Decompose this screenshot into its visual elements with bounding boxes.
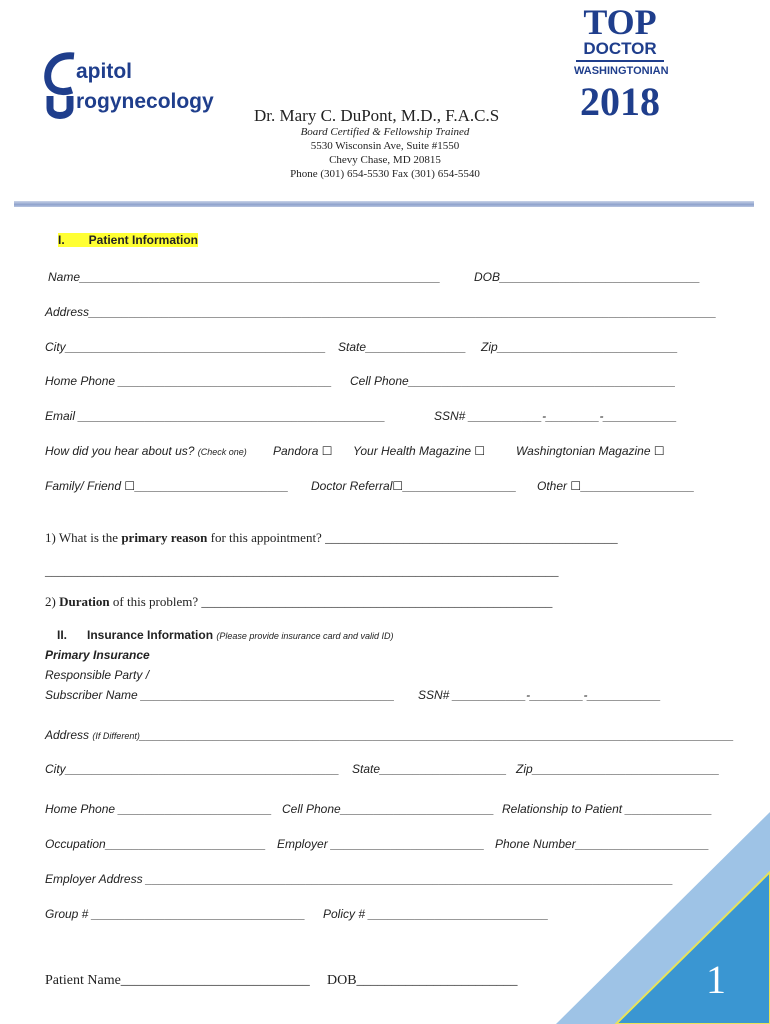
insured-address-hint: (If Different) [92,731,140,741]
logo-line2: rogynecology [76,90,214,113]
badge-washingtonian: WASHINGTONIAN [574,65,669,77]
q1-bold: primary reason [121,530,208,545]
question-primary-reason[interactable] [45,530,618,546]
email-field[interactable]: Email ______________________________________________ [45,409,386,423]
insured-address-line: _________________________________________________________________________________________ [139,728,734,742]
section-2-hint: (Please provide insurance card and valid ID) [216,631,394,641]
page-corner-decoration [556,812,770,1024]
badge-top: TOP [583,2,657,42]
section-2-numeral: II. [57,628,68,642]
insured-zip-field[interactable]: Zip____________________________ [516,762,720,776]
section-2-heading [57,628,393,642]
question-duration[interactable] [45,594,552,610]
referral-label: How did you hear about us? [45,444,195,458]
phone-fax: Phone (301) 654-5530 Fax (301) 654-5540 [290,168,480,180]
employer-address-field[interactable]: Employer Address _______________________________________________________________________________ [45,872,674,886]
ssn-field[interactable]: SSN# ___________-________-___________ [434,409,677,423]
name-field[interactable]: Name______________________________________________________ [48,270,441,284]
address-field[interactable]: Address______________________________________________________________________________________________ [45,305,717,319]
responsible-party-label: Responsible Party / [45,668,150,682]
option-family-friend[interactable]: Family/ Friend ☐_______________________ [45,479,289,493]
q1-suffix: for this appointment? _____________________________________________ [207,530,618,545]
question-primary-reason-line2[interactable]: _______________________________________________________________________________ [45,563,559,578]
option-washingtonian-magazine[interactable]: Washingtonian Magazine ☐ [516,444,665,458]
section-1-numeral: I. [58,233,65,247]
badge-doctor: DOCTOR [583,39,657,58]
group-number-field[interactable]: Group # ________________________________ [45,907,306,921]
dob-field[interactable]: DOB______________________________ [474,270,701,284]
insured-address-field[interactable] [45,728,734,742]
q1-prefix: 1) What is the [45,530,122,545]
section-1-title: Patient Information [88,233,199,247]
q2-prefix: 2) [45,594,60,609]
primary-insurance-label: Primary Insurance [45,648,150,662]
address-line-1: 5530 Wisconsin Ave, Suite #1550 [310,140,460,152]
insured-address-label: Address [45,728,90,742]
option-pandora[interactable]: Pandora ☐ [273,444,333,458]
subscriber-ssn-field[interactable]: SSN# ___________-________-___________ [418,688,661,702]
footer-dob[interactable]: DOB_______________________ [327,973,518,988]
zip-field[interactable]: Zip___________________________ [481,340,678,354]
insured-city-field[interactable]: City_________________________________________ [45,762,340,776]
referral-hint: (Check one) [197,447,247,457]
q2-suffix: of this problem? ______________________________________________________ [109,594,553,609]
option-other[interactable]: Other ☐_________________ [537,479,695,493]
header-separator [14,201,754,207]
option-your-health-magazine[interactable]: Your Health Magazine ☐ [353,444,486,458]
doctor-name: Dr. Mary C. DuPont, M.D., F.A.C.S [254,106,500,125]
cell-phone-field[interactable]: Cell Phone________________________________________ [350,374,676,388]
subscriber-name-field[interactable]: Subscriber Name ______________________________________ [45,688,395,702]
section-2-title: Insurance Information [87,628,214,642]
footer-patient-name[interactable]: Patient Name___________________________ [45,973,310,988]
policy-number-field[interactable]: Policy # ___________________________ [323,907,549,921]
section-1-heading [58,233,198,247]
insured-cell-phone-field[interactable]: Cell Phone_______________________ [282,802,495,816]
occupation-field[interactable]: Occupation________________________ [45,837,266,851]
city-field[interactable]: City_______________________________________ [45,340,326,354]
credentials: Board Certified & Fellowship Trained [300,126,470,138]
logo-line1: apitol [76,60,132,83]
employer-phone-field[interactable]: Phone Number____________________ [495,837,710,851]
insured-state-field[interactable]: State___________________ [352,762,507,776]
badge-year: 2018 [580,79,660,124]
relationship-field[interactable]: Relationship to Patient _____________ [502,802,713,816]
insured-home-phone-field[interactable]: Home Phone _______________________ [45,802,272,816]
referral-question [45,444,247,458]
employer-field[interactable]: Employer _______________________ [277,837,485,851]
logo-mark-icon [44,50,80,120]
home-phone-field[interactable]: Home Phone ________________________________ [45,374,332,388]
address-line-2: Chevy Chase, MD 20815 [329,154,441,166]
option-doctor-referral[interactable]: Doctor Referral☐_________________ [311,479,517,493]
state-field[interactable]: State_______________ [338,340,467,354]
page-number: 1 [706,957,726,1002]
q2-bold: Duration [59,594,110,609]
